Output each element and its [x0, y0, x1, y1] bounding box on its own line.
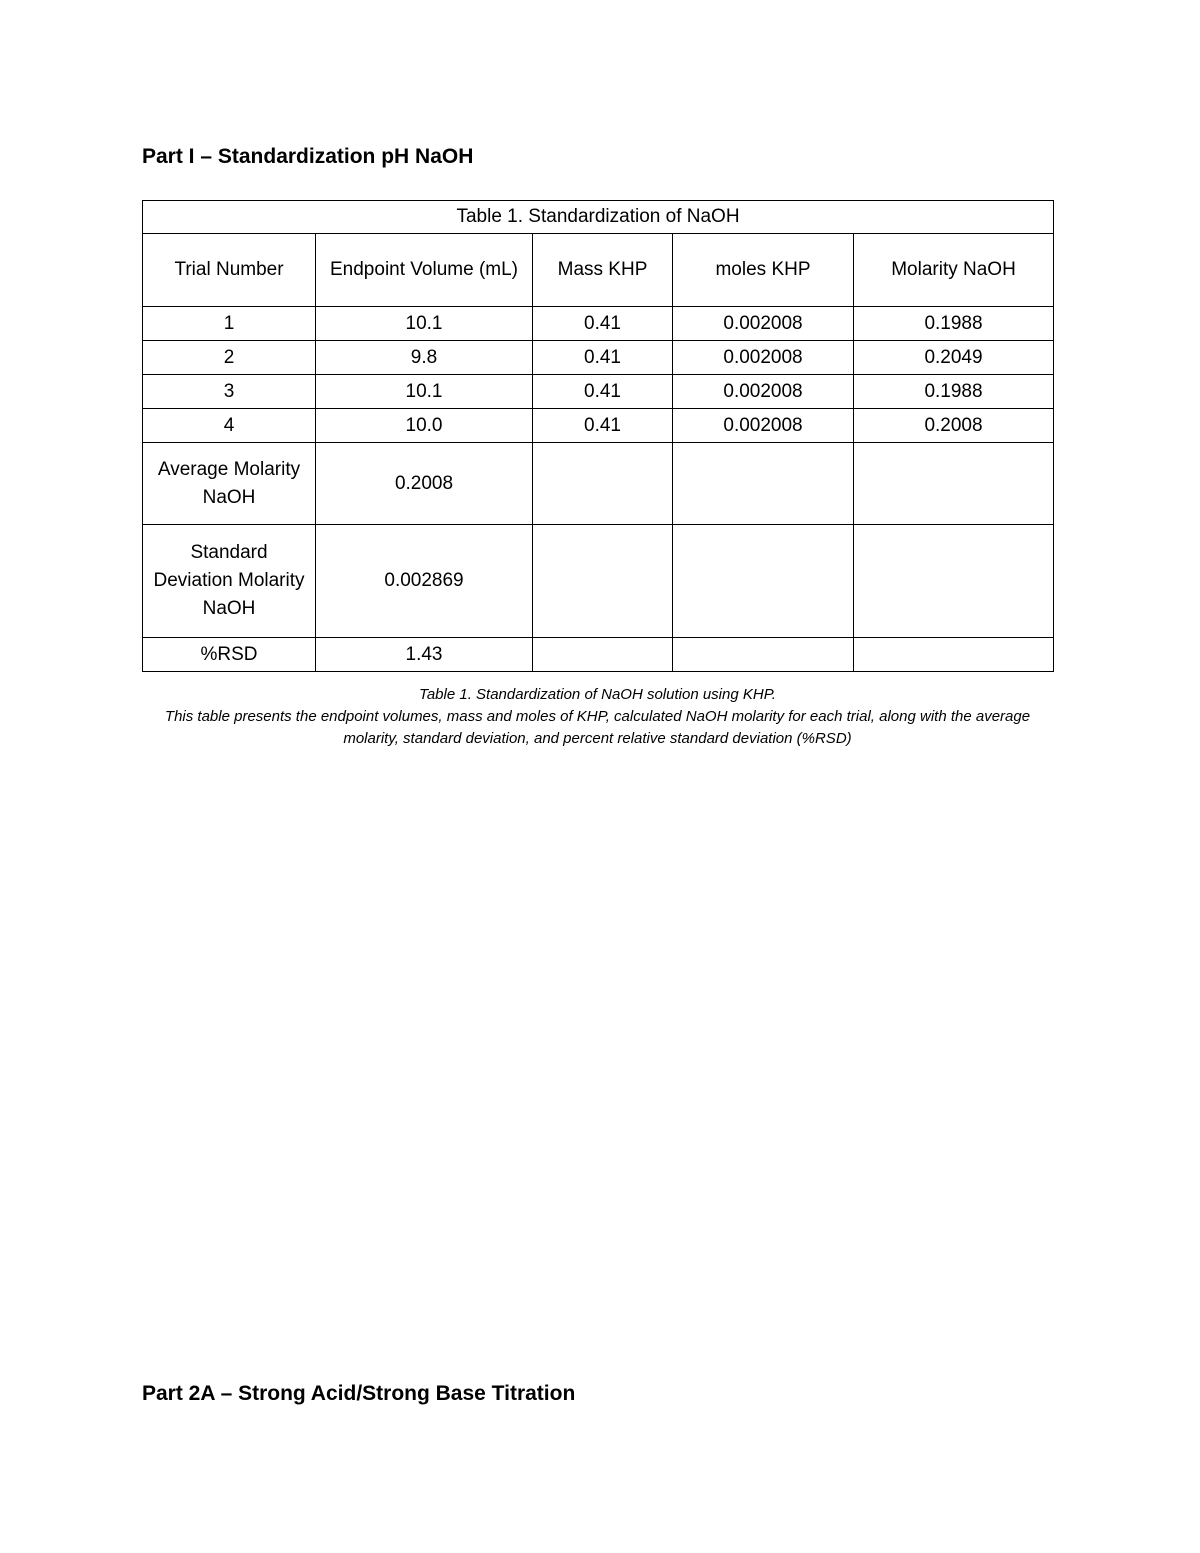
table-cell: 10.1 — [316, 307, 533, 341]
standardization-table — [142, 200, 1054, 672]
table-cell: 0.41 — [533, 341, 673, 375]
table-cell: 0.41 — [533, 375, 673, 409]
table-cell: 1 — [143, 307, 316, 341]
caption-description: This table presents the endpoint volumes, mass and moles of KHP, calculated NaOH molarity for each trial, along with the average molarity, standard deviation, and percent relative standard deviation (%RSD) — [164, 708, 1031, 747]
standard-deviation-value: 0.002869 — [316, 525, 533, 638]
table-cell: 0.41 — [533, 409, 673, 443]
empty-cell — [533, 525, 673, 638]
empty-cell — [533, 443, 673, 525]
average-row — [143, 443, 1054, 525]
empty-cell — [533, 638, 673, 672]
empty-cell — [854, 443, 1054, 525]
table-row — [143, 307, 1054, 341]
column-header-trial-number: Trial Number — [143, 234, 316, 307]
rsd-value: 1.43 — [316, 638, 533, 672]
table-cell: 0.2008 — [854, 409, 1054, 443]
table-cell: 0.2049 — [854, 341, 1054, 375]
rsd-row — [143, 638, 1054, 672]
average-label: Average Molarity NaOH — [143, 443, 316, 525]
table-cell: 0.1988 — [854, 375, 1054, 409]
part2a-heading: Part 2A – Strong Acid/Strong Base Titration — [142, 1382, 576, 1405]
empty-cell — [854, 525, 1054, 638]
table-row — [143, 341, 1054, 375]
table-cell: 0.1988 — [854, 307, 1054, 341]
table-header-row — [143, 234, 1054, 307]
table-title: Table 1. Standardization of NaOH — [143, 201, 1054, 234]
empty-cell — [854, 638, 1054, 672]
column-header-endpoint-volume: Endpoint Volume (mL) — [316, 234, 533, 307]
column-header-molarity-naoh: Molarity NaOH — [854, 234, 1054, 307]
table-cell: 0.41 — [533, 307, 673, 341]
empty-cell — [673, 525, 854, 638]
table-title-row — [143, 201, 1054, 234]
table-cell: 10.0 — [316, 409, 533, 443]
average-value: 0.2008 — [316, 443, 533, 525]
column-header-mass-khp: Mass KHP — [533, 234, 673, 307]
table-cell: 3 — [143, 375, 316, 409]
column-header-moles-khp: moles KHP — [673, 234, 854, 307]
rsd-label: %RSD — [143, 638, 316, 672]
table-cell: 0.002008 — [673, 341, 854, 375]
standard-deviation-row — [143, 525, 1054, 638]
table-cell: 0.002008 — [673, 307, 854, 341]
part1-heading: Part I – Standardization pH NaOH — [142, 145, 474, 168]
table-cell: 0.002008 — [673, 375, 854, 409]
table-cell: 9.8 — [316, 341, 533, 375]
table-caption — [142, 684, 1053, 750]
empty-cell — [673, 443, 854, 525]
caption-title: Table 1. Standardization of NaOH solution using KHP. — [419, 686, 776, 703]
table-cell: 10.1 — [316, 375, 533, 409]
table-cell: 2 — [143, 341, 316, 375]
empty-cell — [673, 638, 854, 672]
table-cell: 0.002008 — [673, 409, 854, 443]
table-cell: 4 — [143, 409, 316, 443]
table-row — [143, 409, 1054, 443]
table-row — [143, 375, 1054, 409]
standard-deviation-label: Standard Deviation Molarity NaOH — [143, 525, 316, 638]
